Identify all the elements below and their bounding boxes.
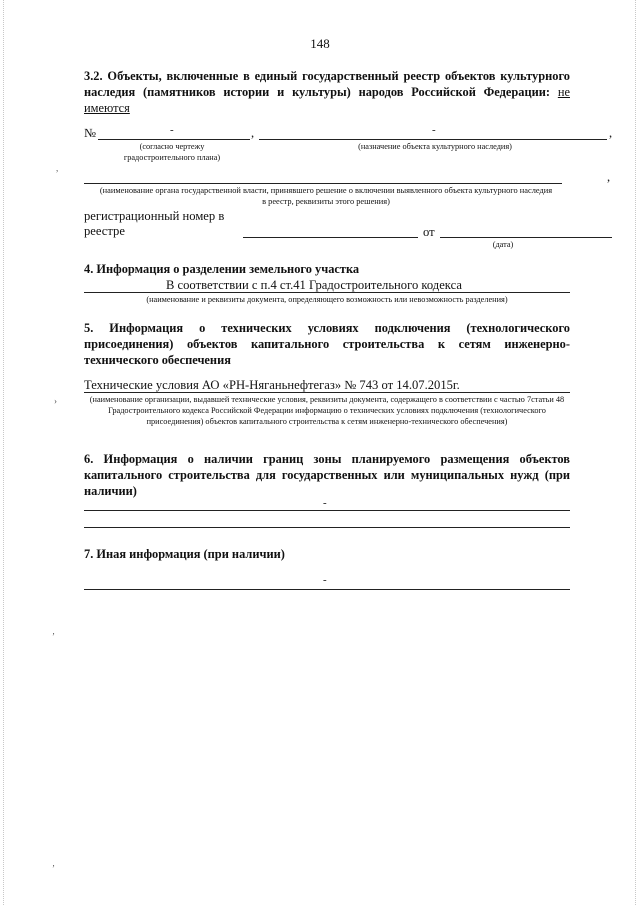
section-5-line: [84, 392, 570, 393]
heritage-purpose-value: -: [432, 124, 436, 136]
registry-from-label: от: [423, 225, 435, 239]
heritage-purpose-caption: (назначение объекта культурного наследия): [358, 142, 512, 151]
comma-1: ,: [251, 126, 255, 140]
drawing-number-caption: (согласно чертежу градостроительного плана): [123, 142, 221, 162]
authority-caption: (наименование органа государственной власти, принявшего решение о включении выявленного объекта культурного наследия в реестр, реквизиты этого решения): [99, 186, 553, 206]
section-4-caption: (наименование и реквизиты документа, определяющего возможность или невозможность разделения): [146, 295, 508, 304]
registry-label-line2: реестре: [84, 224, 125, 238]
section-4-line: [84, 292, 570, 293]
registry-number-line: [243, 237, 418, 238]
section-5-caption: (наименование организации, выдавшей технические условия, реквизиты документа, содержащего в соответствии с частью 7статьи 48 Градостроительного кодекса Российской Федерации информацию о технических условиях подключения (технологического присоединения) объектов капитального строительства к сетям инженерно-технического обеспечения): [89, 395, 565, 426]
number-sign: №: [84, 126, 97, 140]
comma-2: ,: [609, 126, 613, 140]
section-5-title: 5. Информация о технических условиях подключения (технологического присоединения) объектов капитального строительства к сетям инженерно-технического обеспечения: [84, 321, 570, 367]
section-3-2-heading: [84, 68, 570, 116]
section-5-value: Технические условия АО «РН-Няганьнефтегаз» № 743 от 14.07.2015г.: [84, 378, 460, 392]
scan-mark-3: ‚: [52, 626, 55, 636]
left-scan-edge: [0, 0, 4, 905]
heritage-purpose-line: [259, 139, 607, 140]
section-6-title: 6. Информация о наличии границ зоны планируемого размещения объектов капитального строительства для государственных или муниципальных нужд (при наличии): [84, 452, 570, 498]
section-6-line-2: [84, 527, 570, 528]
section-3-2-status: не имеются: [84, 85, 570, 115]
registry-label-line1: регистрационный номер в: [84, 209, 225, 223]
section-7-title: 7. Иная информация (при наличии): [84, 547, 285, 561]
section-6-value: -: [323, 497, 327, 509]
authority-line: [84, 183, 562, 184]
scan-mark-4: ‚: [52, 858, 55, 868]
drawing-number-value: -: [170, 124, 174, 136]
section-7-line: [84, 589, 570, 590]
section-3-2-title: 3.2. Объекты, включенные в единый государственный реестр объектов культурного наследия (памятников истории и культуры) народов Российской Федерации:: [84, 69, 570, 99]
scan-mark-2: ›: [54, 396, 57, 406]
page-number: 148: [310, 36, 330, 51]
section-4-title: 4. Информация о разделении земельного участка: [84, 262, 360, 276]
section-4-value: В соответствии с п.4 ст.41 Градостроительного кодекса: [166, 278, 462, 292]
section-7-value: -: [323, 574, 327, 586]
scan-mark-1: ,: [56, 163, 59, 173]
drawing-number-line: [98, 139, 250, 140]
registry-date-caption: (дата): [492, 240, 514, 249]
section-6-line-1: [84, 510, 570, 511]
comma-3: ,: [607, 170, 611, 184]
registry-date-line: [440, 237, 612, 238]
right-scan-edge: [632, 0, 636, 905]
